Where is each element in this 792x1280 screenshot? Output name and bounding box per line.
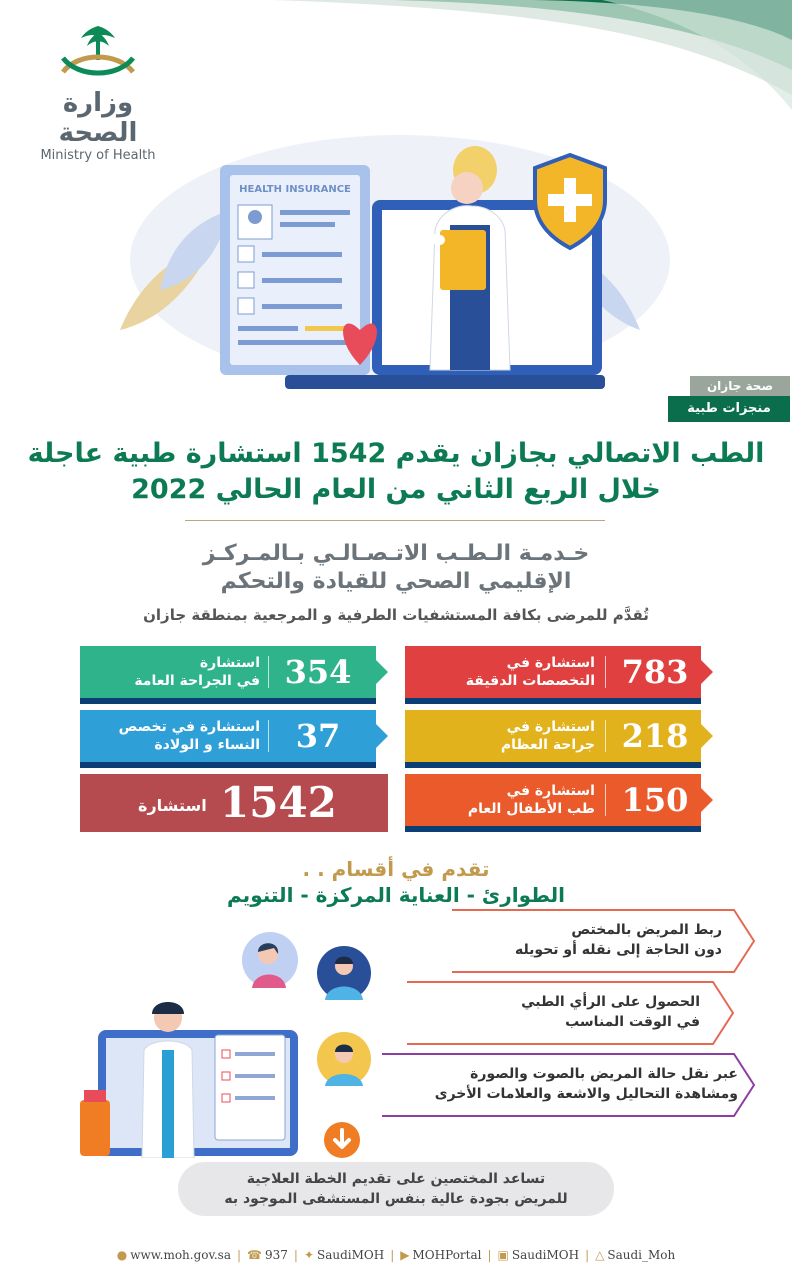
stat-card-specialties [405, 646, 713, 704]
footer-phone[interactable] [247, 1248, 288, 1262]
stat-card-obgyn [80, 710, 388, 768]
stat-label [425, 774, 595, 826]
benefit-connect [456, 920, 734, 960]
service-offered-text: تُقدَّم للمرضى بكافة المستشفيات الطرفية و المرجعية بمنطقة جازان [143, 606, 649, 624]
patient-stomach-icon [315, 944, 373, 1002]
total-consultations-card [80, 774, 388, 832]
stat-label-line-2: النساء و الولادة [154, 737, 260, 753]
stat-label [425, 646, 595, 698]
doctor-screen-illustration [70, 990, 310, 1158]
benefit-line-2: دون الحاجة إلى نقله أو تحويله [514, 942, 722, 958]
footer-website[interactable] [117, 1248, 231, 1262]
region-tag: صحة جازان [690, 376, 790, 396]
stat-label-line-1: استشارة في [506, 783, 595, 799]
phone-icon: ☎ [247, 1248, 262, 1262]
footer-twitter[interactable] [304, 1248, 384, 1262]
stat-label [90, 646, 260, 698]
header-swoosh [272, 0, 792, 120]
snapchat-text: Saudi_Moh [607, 1248, 676, 1262]
stat-card-orthopedics [405, 710, 713, 768]
stat-label [425, 710, 595, 762]
youtube-text: MOHPortal [412, 1248, 482, 1262]
stat-value: 218 [621, 717, 689, 755]
stat-label-line-2: طب الأطفال العام [467, 801, 595, 817]
palm-swords-emblem-icon [53, 22, 143, 84]
stat-label-line-2: جراحة العظام [500, 737, 595, 753]
moh-logo [28, 22, 168, 163]
conclusion-line-1: تساعد المختصين على تقديم الخطة العلاجية [246, 1171, 546, 1187]
stat-label-line-1: استشارة [199, 655, 260, 671]
conclusion-bubble [178, 1162, 614, 1216]
stat-value: 354 [284, 653, 352, 691]
benefit-line-1: عبر نقل حالة المريض بالصوت والصورة [470, 1066, 738, 1082]
conclusion-line-2: للمريض بجودة عالية بنفس المستشفى الموجود به [224, 1191, 568, 1207]
footer-snapchat[interactable] [595, 1248, 675, 1262]
hero-illustration [100, 130, 680, 400]
title-line-2: خلال الربع الثاني من العام الحالي 2022 [131, 474, 661, 505]
footer-instagram[interactable] [498, 1248, 580, 1262]
logo-arabic-text: وزارة الصحة [58, 88, 138, 148]
insurance-card-title: HEALTH INSURANCE [239, 184, 351, 195]
stat-label-line-1: استشارة في [506, 719, 595, 735]
stat-value: 783 [621, 653, 689, 691]
stat-label [90, 710, 260, 762]
benefit-line-2: في الوقت المناسب [565, 1014, 700, 1030]
stat-label-line-1: استشارة في [506, 655, 595, 671]
footer-contacts: ● www.moh.gov.sa | ☎ 937 | ✦ SaudiMOH | ▶ MOHPortal | ▣ SaudiMOH | △ Saudi_Moh [116, 1248, 676, 1262]
twitter-text: SaudiMOH [317, 1248, 385, 1262]
stat-value: 37 [295, 717, 341, 755]
stat-label-line-2: في الجراحة العامة [134, 673, 260, 689]
youtube-icon: ▶ [400, 1248, 410, 1262]
title-line-1: الطب الاتصالي بجازان يقدم 1542 استشارة طبية عاجلة [27, 438, 765, 469]
stat-card-pediatrics [405, 774, 713, 832]
benefit-line-2: ومشاهدة التحاليل والاشعة والعلامات الأخرى [434, 1086, 738, 1102]
logo-english-text: Ministry of Health [40, 148, 156, 163]
stat-value: 150 [621, 781, 689, 819]
stat-label-line-1: استشارة في تخصص [118, 719, 260, 735]
service-line-2: الإقليمي الصحي للقيادة والتحكم [220, 569, 572, 594]
benefit-timely-opinion [410, 992, 712, 1032]
service-title [60, 540, 732, 596]
service-line-1: خـدمـة الـطـب الاتـصـالـي بـالمـركـز [202, 541, 590, 566]
page-title [20, 436, 772, 508]
stat-card-general-surgery [80, 646, 388, 704]
benefit-line-1: ربط المريض بالمختص [571, 922, 722, 938]
total-label: استشارة [138, 796, 207, 815]
globe-icon: ● [116, 1248, 128, 1262]
departments-intro: تقدم في أقسام . . [302, 857, 490, 881]
stat-label-line-2: التخصصات الدقيقة [465, 673, 595, 689]
phone-text: 937 [265, 1248, 288, 1262]
instagram-icon: ▣ [497, 1248, 509, 1262]
category-tag: منجزات طبية [668, 396, 790, 422]
patient-cold-icon [315, 1030, 373, 1088]
patient-headache-icon [240, 930, 300, 990]
arrow-down-icon [322, 1120, 362, 1160]
departments-list: الطوارئ - العناية المركزة - التنويم [227, 883, 565, 907]
website-text: www.moh.gov.sa [130, 1248, 231, 1262]
instagram-text: SaudiMOH [511, 1248, 580, 1262]
footer-youtube[interactable] [400, 1248, 481, 1262]
twitter-icon: ✦ [303, 1248, 315, 1262]
snapchat-icon: △ [595, 1248, 605, 1262]
total-value: 1542 [220, 778, 337, 827]
benefit-audio-video [384, 1064, 750, 1104]
divider [185, 520, 605, 521]
benefit-line-1: الحصول على الرأي الطبي [521, 994, 700, 1010]
